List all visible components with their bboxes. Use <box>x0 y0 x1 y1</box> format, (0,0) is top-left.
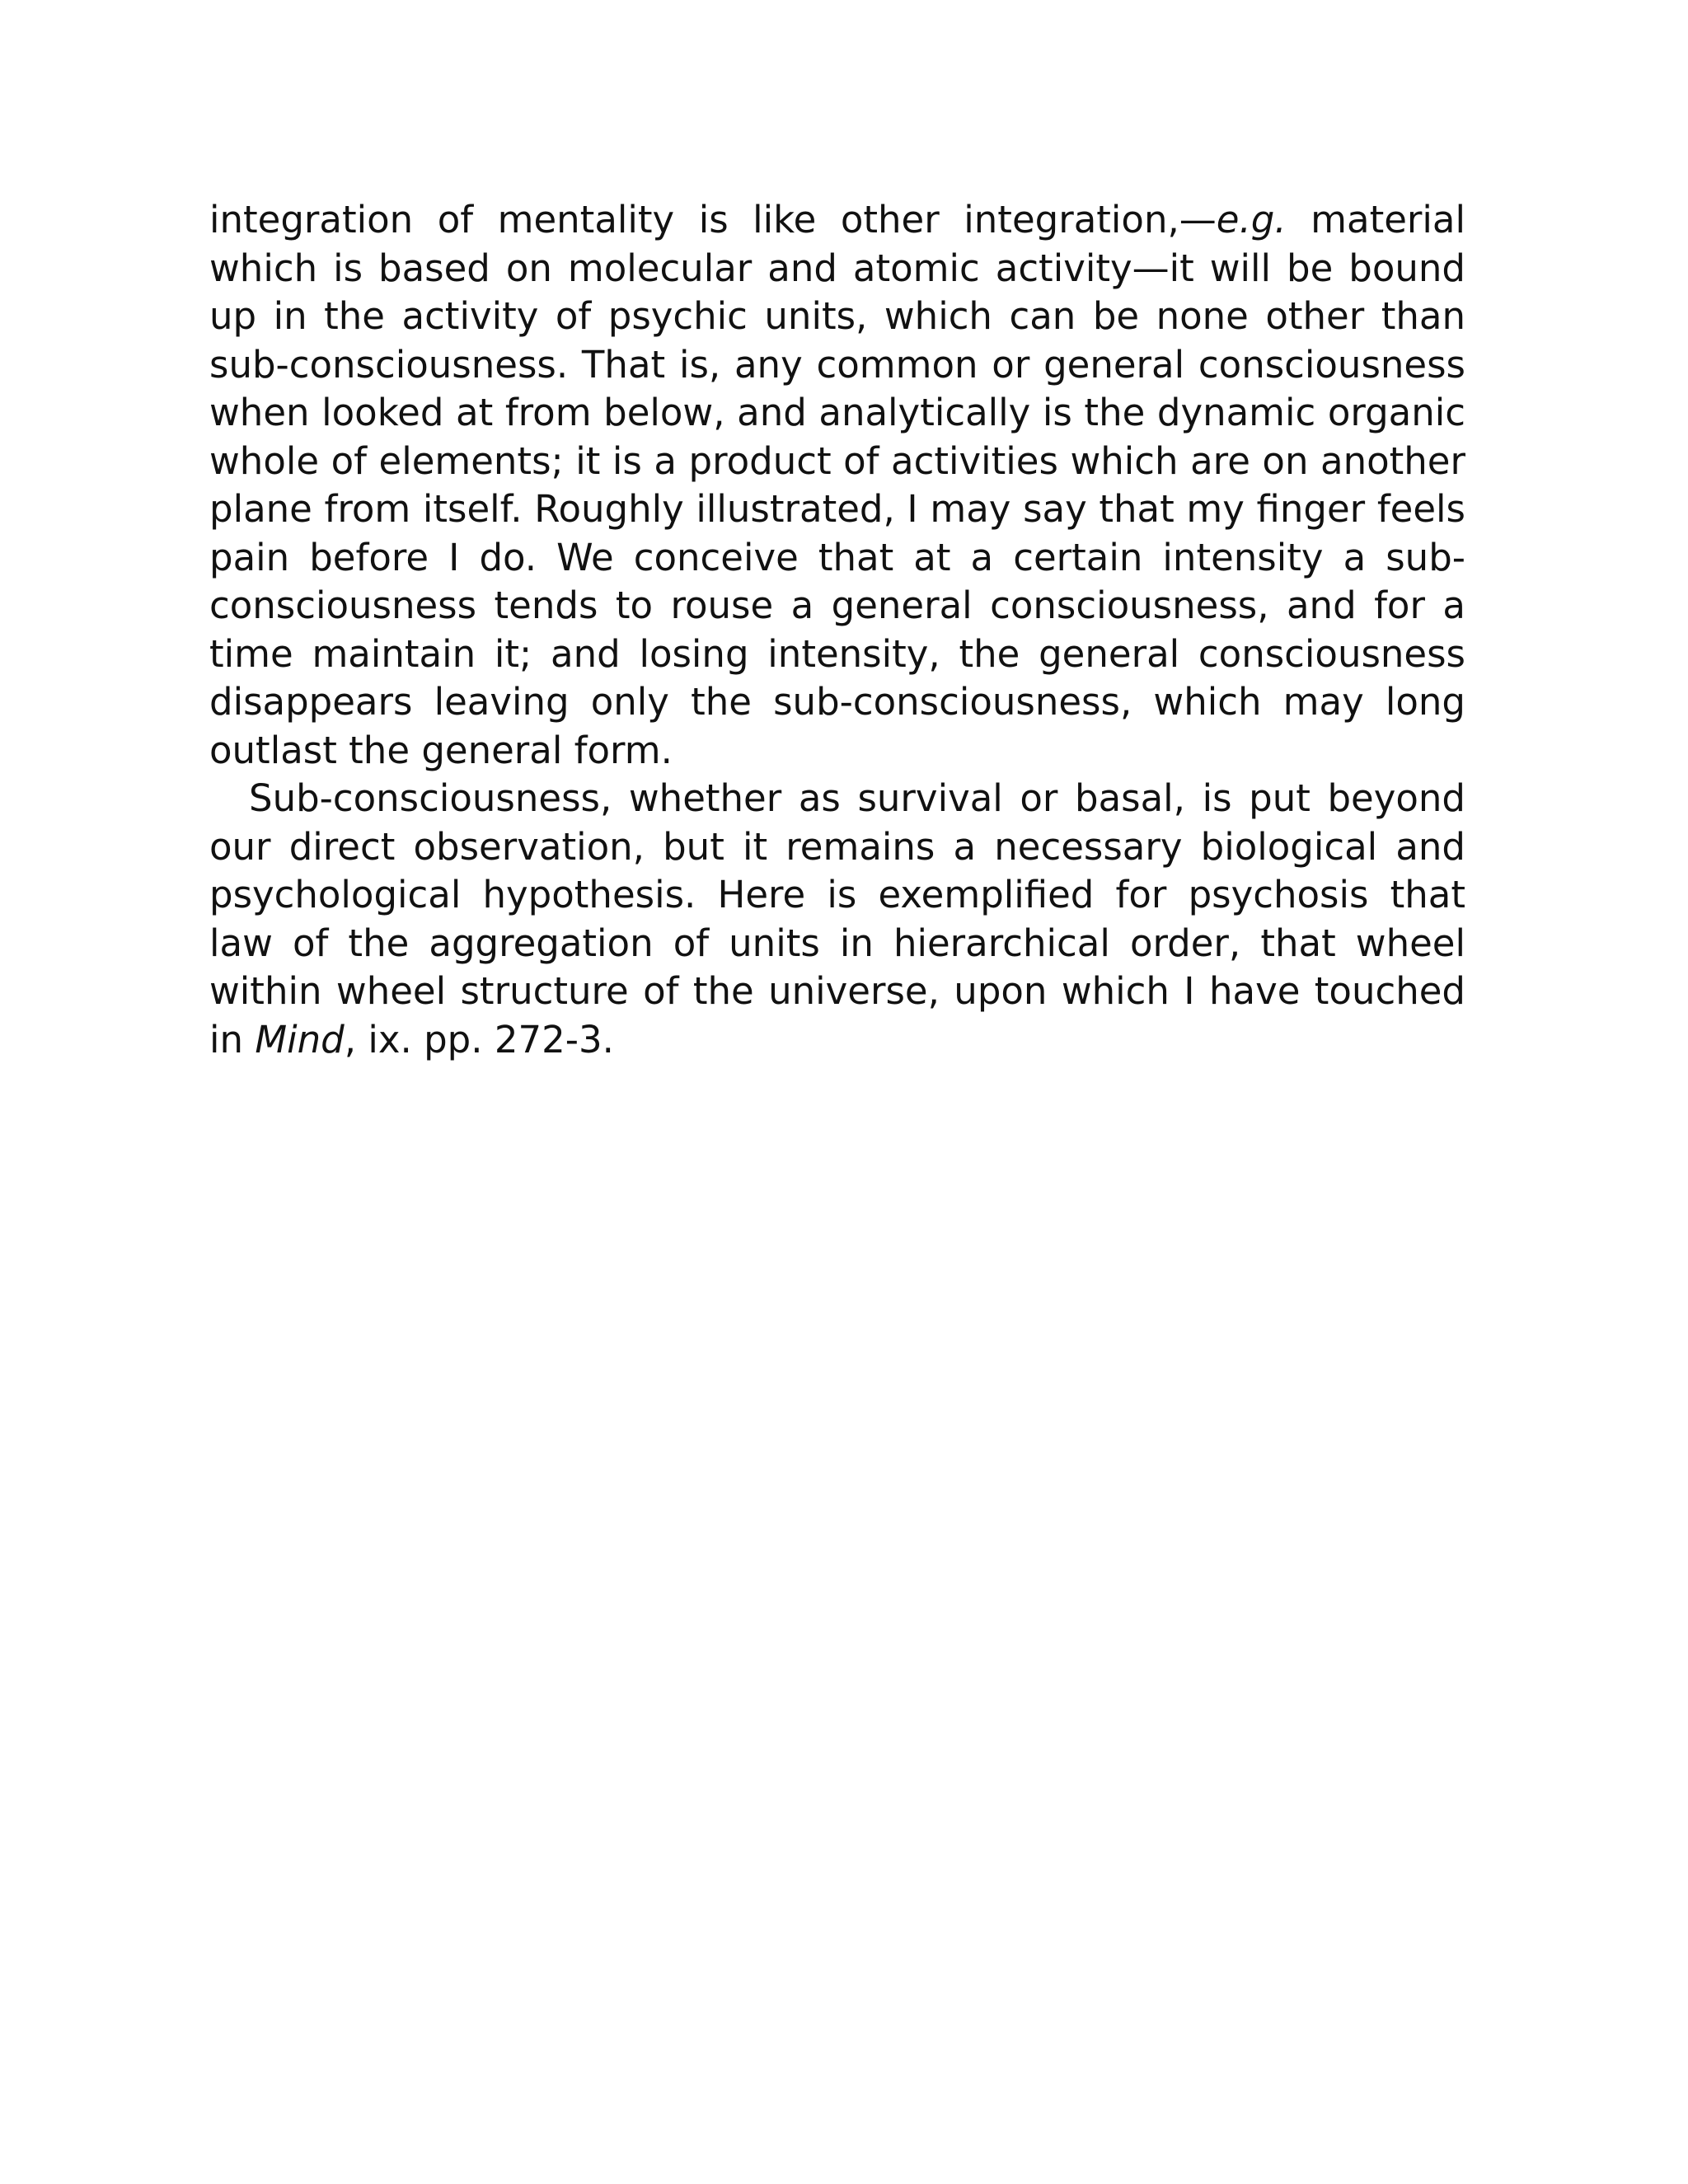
paragraph-1-text-a: integration of mentality is like other integration,— <box>209 198 1217 241</box>
paragraph-2-text-a: Sub-consciousness, whether as survival or basal, is put beyond our direct observation, but it remains a necessary biological and psychological hypothesis. Here is exemplified for psychosis that law of the aggregation of units in hierarchical order, that wheel within wheel structure of the universe, upon which I have touched in <box>209 776 1465 1062</box>
paragraph-1-italic-eg: e.g. <box>1216 198 1287 241</box>
paragraph-1 <box>209 196 1465 775</box>
paragraph-2-text-b: , ix. pp. 272-3. <box>344 1017 614 1062</box>
paragraph-1-text-b: material which is based on molecular and atomic activity—it will be bound up in the activity of psychic units, which can be none other than sub-consciousness. That is, any common or general consciousness when looked at from below, and analytically is the dynamic organic whole of elements; it is a product of activities which are on another plane from itself. Roughly illustrated, I may say that my finger feels pain before I do. We conceive that at a certain intensity a sub-consciousness tends to rouse a general consciousness, and for a time maintain it; and losing intensity, the general consciousness disappears leaving only the sub-consciousness, which may long outlast the general form. <box>209 198 1465 772</box>
paragraph-2 <box>209 775 1465 1064</box>
body-text <box>209 196 1465 1064</box>
paragraph-2-italic-mind: Mind <box>255 1017 345 1062</box>
